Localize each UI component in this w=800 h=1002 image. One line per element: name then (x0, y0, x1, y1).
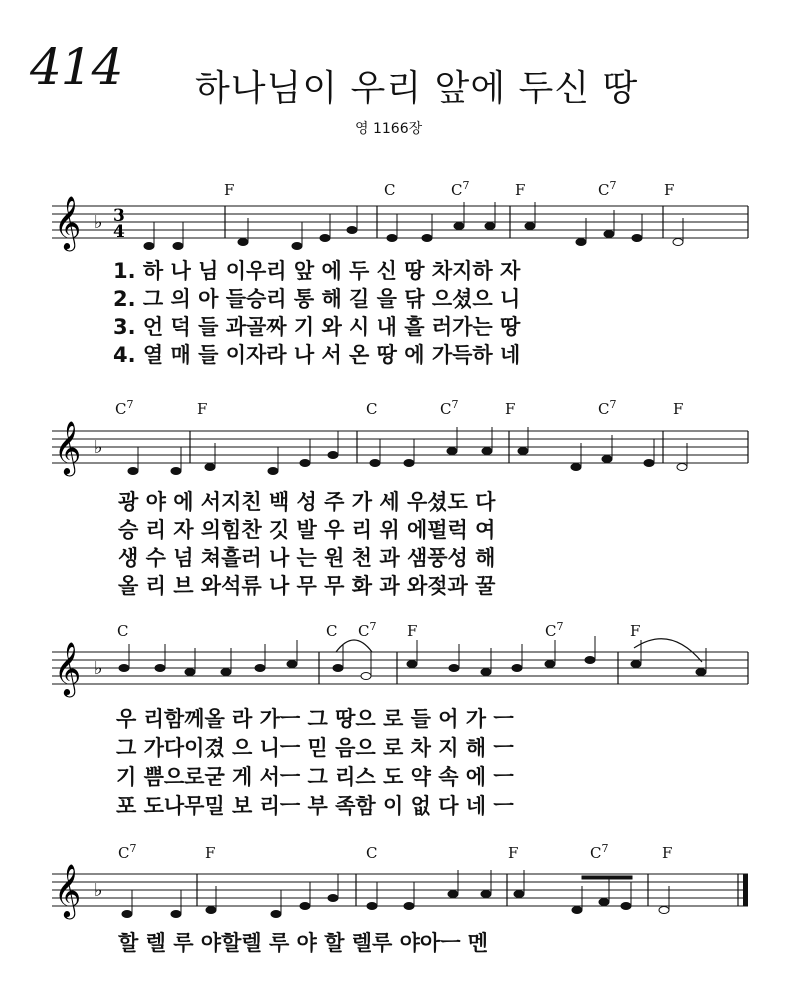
music-text: $C^7$ (590, 842, 609, 862)
music-text: 승 리 자 의힘찬 깃 발 우 리 위 에펄럭 여 (118, 518, 496, 542)
note-head (144, 243, 154, 250)
note-head (271, 911, 281, 918)
slur (634, 639, 702, 662)
notes (128, 427, 687, 475)
music-text: C (366, 400, 378, 418)
note-head (122, 911, 132, 918)
flat-icon: ♭ (94, 880, 103, 901)
lyrics (113, 259, 521, 367)
note-head (205, 464, 215, 471)
flat-icon: ♭ (94, 437, 103, 458)
note-head (407, 661, 417, 668)
music-text: F (630, 622, 641, 640)
music-text: 3. 언 덕 들 과골짜 기 와 시 내 흘 러가는 땅 (113, 315, 521, 339)
music-text: 올 리 브 와석류 나 무 무 화 과 와젖과 꿀 (118, 574, 496, 598)
music-text: F (664, 181, 675, 199)
lyrics (116, 707, 514, 818)
final-barline (743, 874, 748, 906)
note-head (677, 464, 687, 471)
note-head (518, 448, 528, 455)
music-text: 1. 하 나 님 이우리 앞 에 두 신 땅 차지하 자 (113, 259, 521, 283)
note-head (644, 460, 654, 467)
note-head (404, 903, 414, 910)
music-text: 광 야 에 서지친 백 성 주 가 세 우셨도 다 (118, 490, 496, 514)
music-text: F (205, 844, 216, 862)
beam (582, 876, 632, 879)
note-head (328, 895, 338, 902)
note-head (673, 239, 683, 246)
note-head (604, 231, 614, 238)
chord-symbols (117, 620, 640, 640)
music-text: F (508, 844, 519, 862)
note-head (447, 448, 457, 455)
treble-clef-icon: 𝄞 (54, 420, 82, 474)
note-head (696, 669, 706, 676)
note-head (482, 448, 492, 455)
note-head (576, 239, 586, 246)
note-head (292, 243, 302, 250)
note-head (571, 464, 581, 471)
staff-lines (52, 206, 748, 238)
note-head (585, 657, 595, 664)
note-head (171, 911, 181, 918)
note-head (221, 669, 231, 676)
music-text: F (197, 400, 208, 418)
note-head (300, 460, 310, 467)
music-text: $C^7$ (451, 179, 470, 199)
note-head (367, 903, 377, 910)
music-text: 4. 열 매 들 이자라 나 서 온 땅 에 가득하 네 (113, 343, 521, 367)
music-text: 기 쁨으로굳 게 서ㅡ 그 리스 도 약 속 에 ㅡ (116, 765, 514, 789)
music-text: $C^7$ (115, 398, 134, 418)
chord-symbols (224, 179, 674, 199)
chord-symbols (118, 842, 672, 862)
music-text: F (515, 181, 526, 199)
note-head (659, 907, 669, 914)
system-4 (52, 842, 748, 955)
music-text: 할 렐 루 야할렐 루 야 할 렐루 야아ㅡ 멘 (118, 931, 489, 955)
note-head (185, 669, 195, 676)
note-head (448, 891, 458, 898)
note-head (370, 460, 380, 467)
note-head (206, 907, 216, 914)
music-text: $C^7$ (598, 179, 617, 199)
staff-lines (52, 431, 748, 463)
flat-icon: ♭ (94, 658, 103, 679)
note-head (449, 665, 459, 672)
note-head (454, 223, 464, 230)
note-head (512, 665, 522, 672)
chord-symbols (115, 398, 683, 418)
system-1 (52, 179, 748, 367)
note-head (268, 468, 278, 475)
note-head (320, 235, 330, 242)
note-head (171, 468, 181, 475)
note-head (572, 907, 582, 914)
music-text: 4 (113, 222, 125, 242)
music-text: C (366, 844, 378, 862)
system-3 (52, 620, 748, 818)
note-head (525, 223, 535, 230)
note-head (255, 665, 265, 672)
music-text: 그 가다이겼 으 니ㅡ 믿 음으 로 차 지 해 ㅡ (116, 736, 514, 760)
music-text: 2. 그 의 아 들승리 통 해 길 을 닦 으셨으 니 (113, 287, 521, 311)
slur (336, 640, 372, 652)
note-head (422, 235, 432, 242)
note-head (119, 665, 129, 672)
note-head (328, 452, 338, 459)
music-text: C (117, 622, 129, 640)
note-head (333, 665, 343, 672)
music-text: C (384, 181, 396, 199)
note-head (173, 243, 183, 250)
music-text: $C^7$ (545, 620, 564, 640)
flat-icon: ♭ (94, 212, 103, 233)
music-text: F (505, 400, 516, 418)
note-head (481, 669, 491, 676)
music-text: F (224, 181, 235, 199)
note-head (599, 899, 609, 906)
note-head (128, 468, 138, 475)
note-head (300, 903, 310, 910)
music-text: 생 수 넘 쳐흘러 나 는 원 천 과 샘풍성 해 (118, 546, 496, 570)
music-text: F (407, 622, 418, 640)
note-head (514, 891, 524, 898)
note-head (347, 227, 357, 234)
note-head (287, 661, 297, 668)
note-head (631, 661, 641, 668)
note-head (387, 235, 397, 242)
notes (122, 870, 669, 918)
music-text: 우 리함께올 라 가ㅡ 그 땅으 로 들 어 가 ㅡ (116, 707, 514, 731)
lyrics (118, 490, 496, 598)
treble-clef-icon: 𝄞 (54, 863, 82, 917)
hymn-number: 414 (30, 38, 123, 96)
note-head (238, 239, 248, 246)
hymn-title: 하나님이 우리 앞에 두신 땅 (195, 68, 639, 109)
music-text: 포 도나무밀 보 리ㅡ 부 족함 이 없 다 네 ㅡ (116, 794, 514, 818)
note-head (155, 665, 165, 672)
hymn-subtitle: 영 1166장 (355, 121, 423, 137)
music-text: $C^7$ (358, 620, 377, 640)
note-head (621, 903, 631, 910)
note-head (485, 223, 495, 230)
staff-lines (52, 874, 748, 906)
lyrics (117, 931, 488, 955)
music-text: F (673, 400, 684, 418)
note-head (632, 235, 642, 242)
system-2 (52, 398, 748, 598)
music-text: $C^7$ (118, 842, 137, 862)
note-head (404, 460, 414, 467)
music-text: $C^7$ (598, 398, 617, 418)
music-text: C (326, 622, 338, 640)
note-head (545, 661, 555, 668)
time-signature: 3 (113, 206, 125, 226)
note-head (361, 673, 371, 680)
music-text: $C^7$ (440, 398, 459, 418)
treble-clef-icon: 𝄞 (54, 641, 82, 695)
music-text: F (662, 844, 673, 862)
note-head (481, 891, 491, 898)
treble-clef-icon: 𝄞 (54, 195, 82, 249)
note-head (602, 456, 612, 463)
